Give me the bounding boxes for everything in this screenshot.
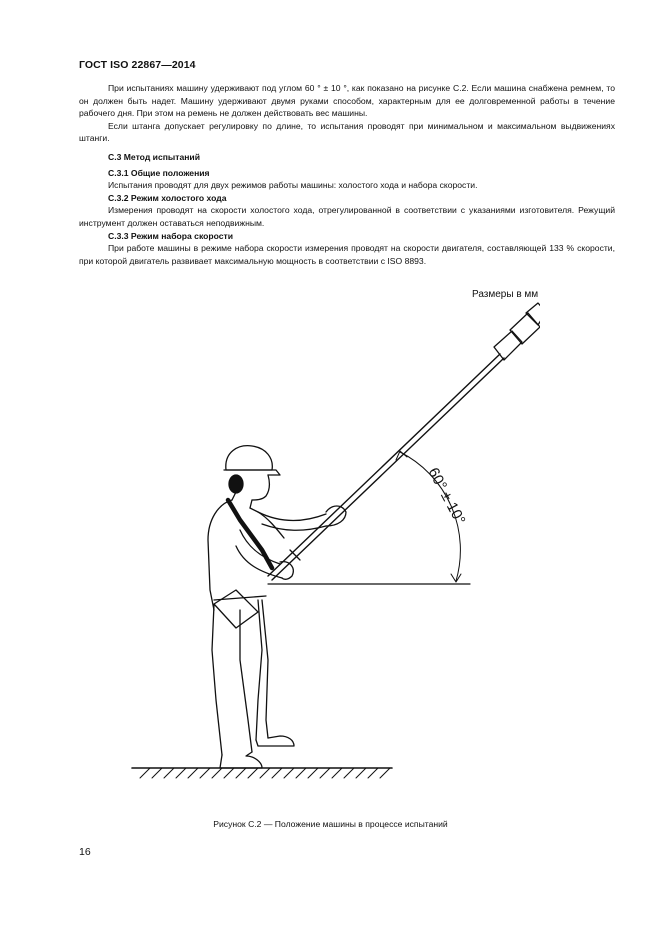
section-c32-title: C.3.2 Режим холостого хода [108,192,227,203]
body-text [79,82,615,267]
paragraph-test-position: При испытаниях машину удерживают под углом 60 ° ± 10 °, как показано на рисунке C.2. Если машина снабжена ремнем, то он должен быть надет. Машину удерживают двумя руками способом, характерным для ее долговременной работы в течение рабочего дня. При этом на ремень не должен действовать вес машины. [79,83,615,119]
document-header: ГОСТ ISO 22867—2014 [79,59,196,71]
section-c31-title: C.3.1 Общие положения [108,167,210,178]
paragraph-rod-adjustment: Если штанга допускает регулировку по длине, то испытания проводят при минимальном и максимальном выдвижениях штанги. [79,120,615,144]
section-c32-text: Измерения проводят на скорости холостого хода, отрегулированной в соответствии с указаниями изготовителя. Режущий инструмент должен оставаться неподвижным. [79,205,615,228]
section-c33-title: C.3.3 Режим набора скорости [108,230,234,241]
angle-label: 60° ± 10° [424,464,469,528]
figure-operator-illustration [120,285,540,805]
brushcutter-machine [268,303,540,580]
operator-figure [208,446,346,768]
figure-caption: Рисунок C.2 — Положение машины в процессе испытаний [213,819,448,829]
ground [132,768,392,778]
section-c31-text: Испытания проводят для двух режимов работы машины: холостого хода и набора скорости. [108,180,478,191]
section-c33-text: При работе машины в режиме набора скорости измерения проводят на скорости двигателя, составляющей 133 % скорости, при которой двигатель развивает максимальную мощность в соответствии с ISO 8893. [79,243,615,266]
dimensions-note: Размеры в мм [472,289,539,300]
section-c3-title: C.3 Метод испытаний [108,151,200,162]
page-number: 16 [79,846,91,858]
